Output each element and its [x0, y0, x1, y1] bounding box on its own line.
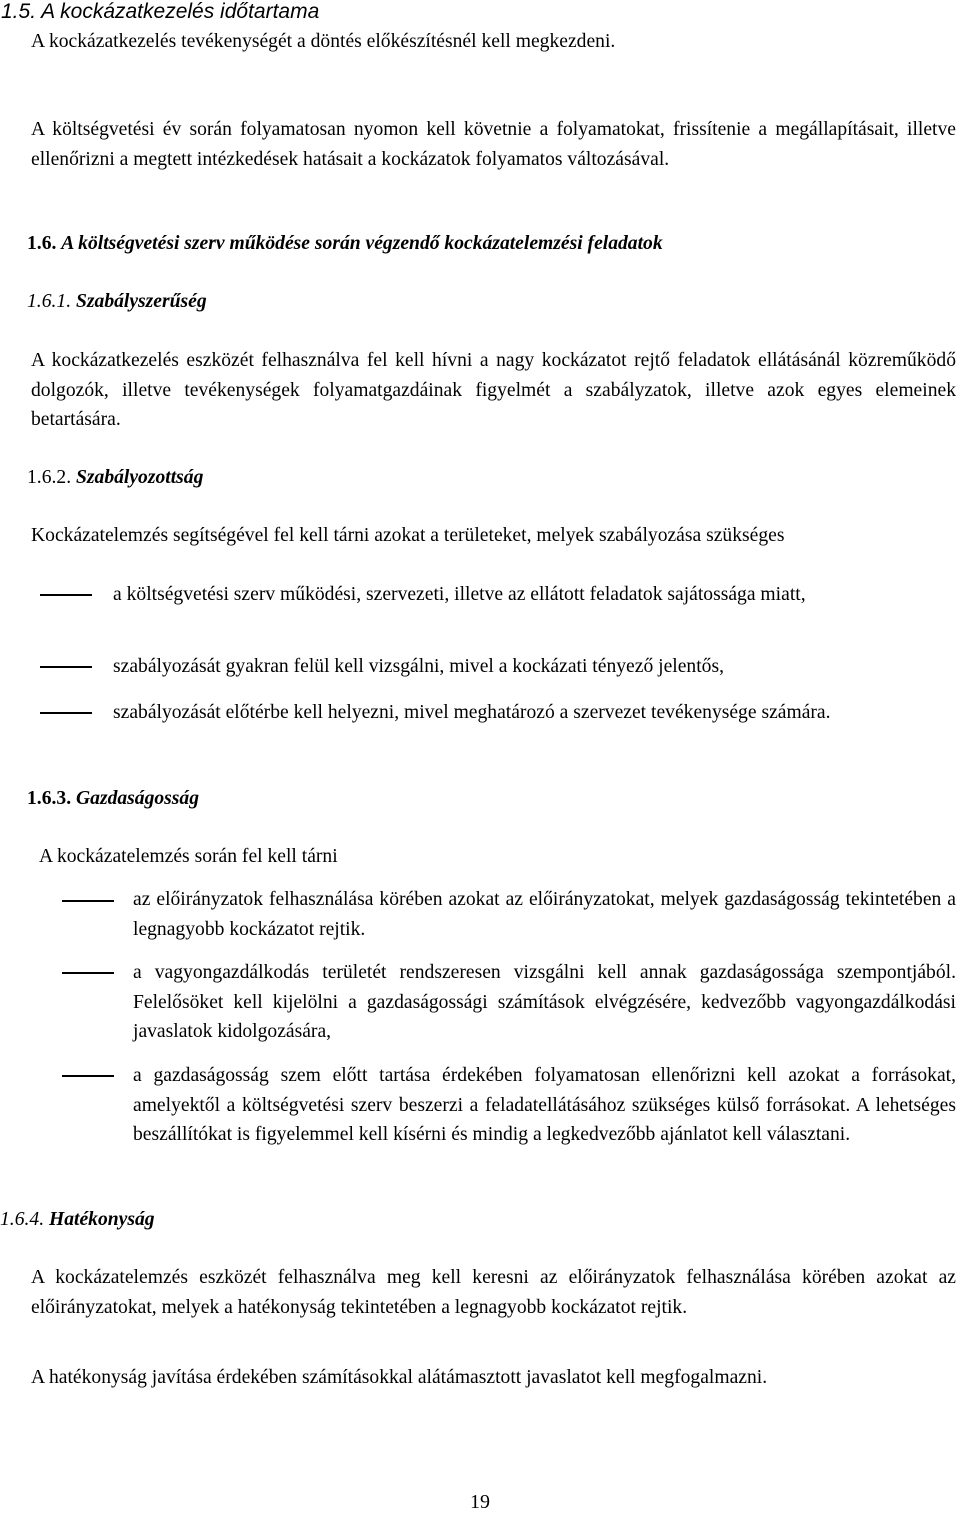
subsection-heading-1-6-3 [27, 784, 952, 814]
section-title: A költségvetési szerv működése során végzendő kockázatelemzési feladatok [61, 233, 663, 254]
list-item: szabályozását gyakran felül kell vizsgálni, mivel a kockázati tényező jelentős, [113, 656, 724, 677]
page-number: 19 [470, 1491, 490, 1513]
list-item: szabályozását előtérbe kell helyezni, mivel meghatározó a szervezet tevékenysége számára. [113, 702, 831, 723]
section-number: 1.6.1. [27, 291, 72, 312]
section-title: Gazdaságosság [76, 788, 200, 809]
section-heading-1-5: 1.5. A kockázatkezelés időtartama [1, 0, 320, 23]
paragraph: A kockázatelemzés eszközét felhasználva meg kell keresni az előirányzatok felhasználása körében azokat az előirányzatokat, melyek a hatékonyság tekintetében a legnagyobb kockázatot rejtik. [31, 1267, 956, 1318]
paragraph: A költségvetési év során folyamatosan nyomon kell követnie a folyamatokat, frissítenie a megállapításait, illetve ellenőrizni a megtett intézkedések hatásait a kockázatok folyamatos változásával. [31, 119, 956, 170]
paragraph: A kockázatkezelés eszközét felhasználva fel kell hívni a nagy kockázatot rejtő feladatok ellátásánál közreműködő dolgozók, illetve tevékenységek folyamatgazdáinak figyelmét a szabályzatok, illetve azok egyes elemeinek betartására. [31, 350, 956, 430]
list-dash [40, 712, 92, 714]
section-heading-1-6 [27, 229, 952, 259]
subsection-heading-1-6-4 [0, 1205, 925, 1235]
section-title: Szabályszerűség [76, 291, 207, 312]
section-number: 1.6.3. [27, 788, 72, 809]
paragraph: A hatékonyság javítása érdekében számításokkal alátámasztott javaslatot kell megfogalmazni. [31, 1367, 768, 1388]
subsection-heading-1-6-1 [27, 287, 952, 317]
list-dash [40, 666, 92, 668]
paragraph: A kockázatelemzés során fel kell tárni [39, 846, 338, 867]
section-number: 1.6. [27, 233, 57, 254]
list-item: a vagyongazdálkodás területét rendszeresen vizsgálni kell annak gazdaságossága szempontjából. Felelősöket kell kijelölni a gazdaságossági számítások elvégzésére, kedvezőbb vagyongazdálkodási javaslatok kidolgozására, [133, 962, 956, 1042]
list-item: az előirányzatok felhasználása körében azokat az előirányzatokat, melyek gazdaságosság tekintetében a legnagyobb kockázatot rejtik. [133, 889, 956, 940]
section-number: 1.6.2. [27, 467, 72, 488]
list-item: a költségvetési szerv működési, szervezeti, illetve az ellátott feladatok sajátossága miatt, [113, 584, 806, 605]
list-dash [40, 594, 92, 596]
list-dash [62, 900, 114, 902]
section-title: Hatékonyság [49, 1209, 155, 1230]
subsection-heading-1-6-2 [27, 463, 952, 493]
paragraph: Kockázatelemzés segítségével fel kell tárni azokat a területeket, melyek szabályozása szükséges [31, 525, 785, 546]
paragraph: A kockázatkezelés tevékenységét a döntés előkészítésnél kell megkezdeni. [31, 31, 616, 52]
list-dash [62, 972, 114, 974]
list-item: a gazdaságosság szem előtt tartása érdekében folyamatosan ellenőrizni kell azokat a forrásokat, amelyektől a költségvetési szerv beszerzi a feladatellátásához szükséges külső forrásokat. A lehetséges beszállítókat is figyelemmel kell kísérni és mindig a legkedvezőbb ajánlatot kell választani. [133, 1065, 956, 1145]
list-dash [62, 1075, 114, 1077]
section-number: 1.6.4. [0, 1209, 45, 1230]
section-title: Szabályozottság [76, 467, 204, 488]
